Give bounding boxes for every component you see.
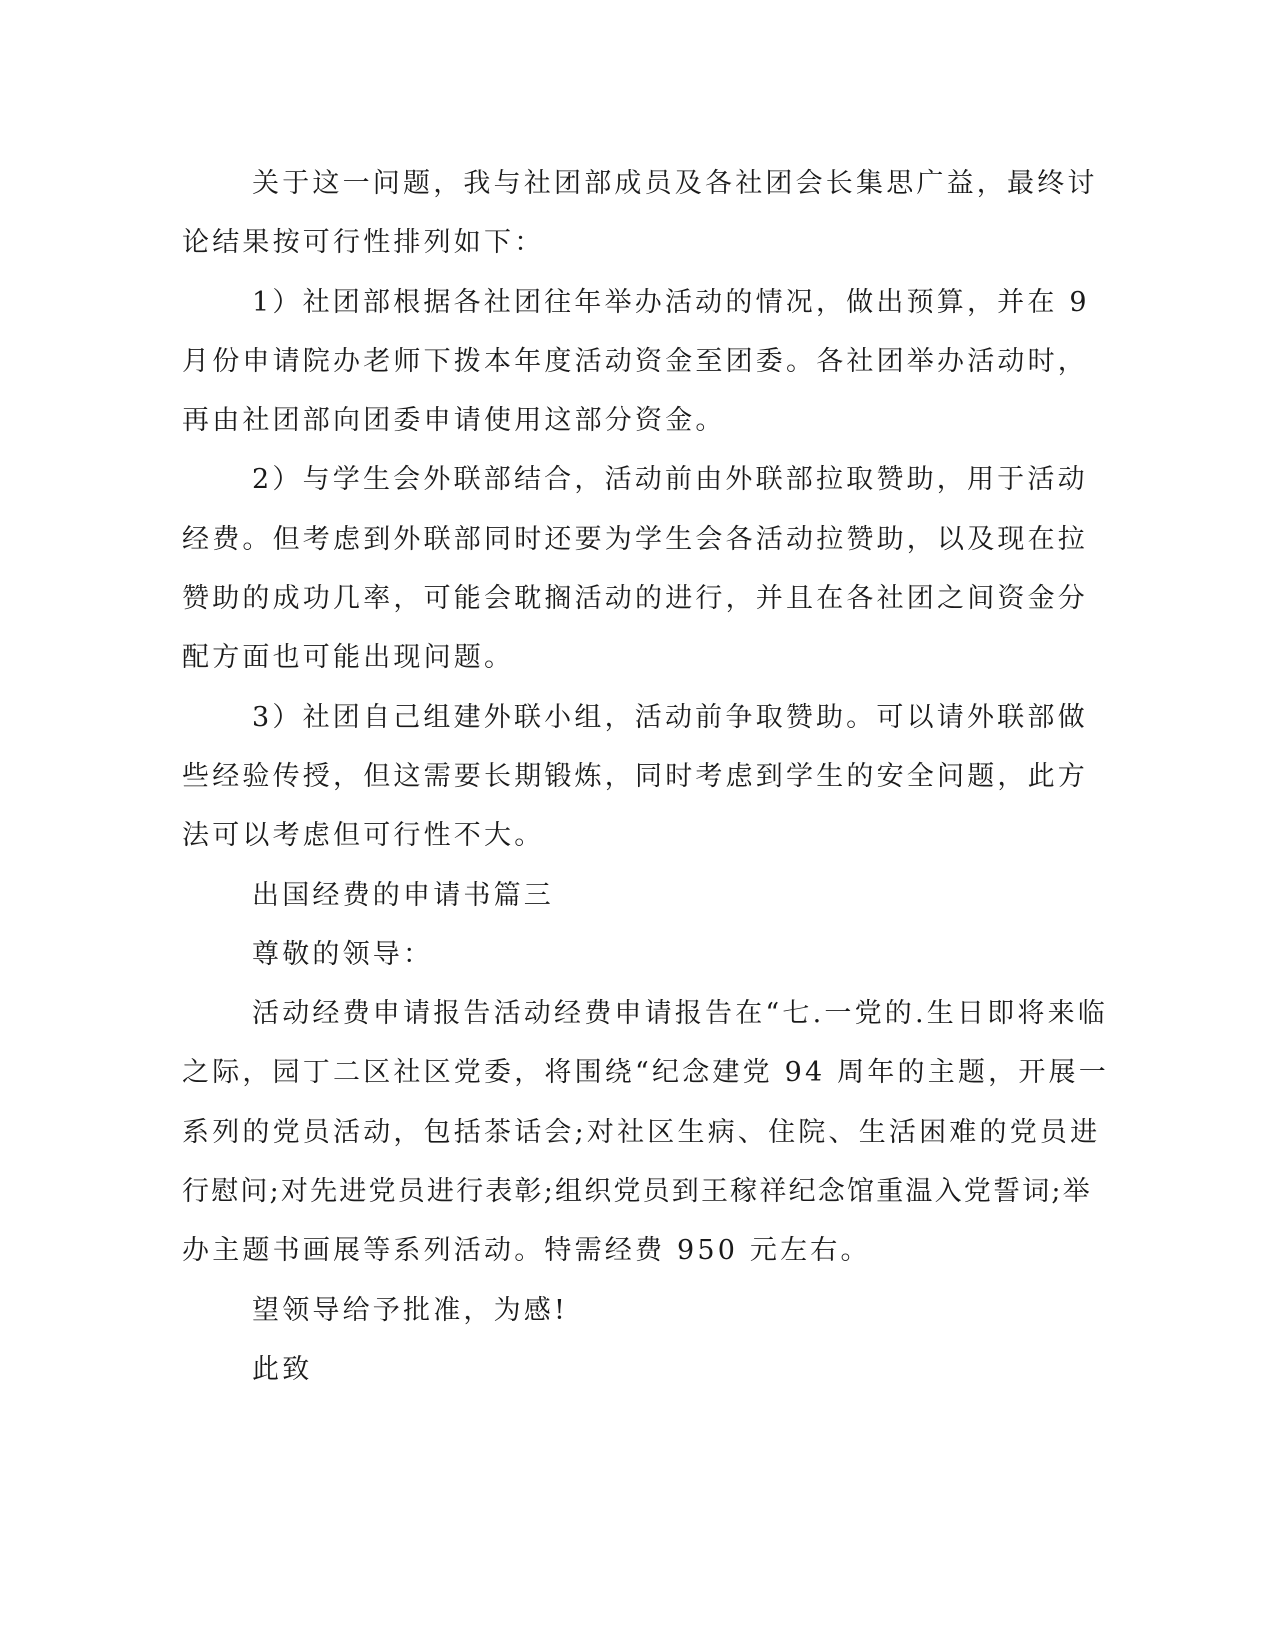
text-line: 行慰问;对先进党员进行表彰;组织党员到王稼祥纪念馆重温入党誓词;举 — [182, 1176, 1092, 1208]
closing-request: 望领导给予批准，为感! — [252, 1294, 569, 1326]
closing-word: 此致 — [252, 1353, 313, 1385]
text-line: 1）社团部根据各社团往年举办活动的情况，做出预算，并在 9 — [252, 286, 1090, 318]
text-line: 经费。但考虑到外联部同时还要为学生会各活动拉赞助，以及现在拉 — [182, 523, 1088, 555]
text-line: 法可以考虑但可行性不大。 — [182, 820, 545, 852]
text-line: 活动经费申请报告活动经费申请报告在“七.一党的.生日即将来临 — [252, 998, 1108, 1030]
text-line: 之际，园丁二区社区党委，将围绕“纪念建党 94 周年的主题，开展一 — [182, 1057, 1109, 1089]
salutation: 尊敬的领导： — [252, 938, 434, 970]
text-line: 月份申请院办老师下拨本年度活动资金至团委。各社团举办活动时， — [182, 345, 1088, 377]
section-heading: 出国经费的申请书篇三 — [252, 879, 554, 911]
text-line: 系列的党员活动，包括茶话会;对社区生病、住院、生活困难的党员进 — [182, 1116, 1101, 1148]
text-line: 办主题书画展等系列活动。特需经费 950 元左右。 — [182, 1235, 871, 1267]
text-line: 2）与学生会外联部结合，活动前由外联部拉取赞助，用于活动 — [252, 464, 1088, 496]
document-body — [182, 154, 1109, 1399]
text-line: 再由社团部向团委申请使用这部分资金。 — [182, 405, 726, 437]
text-line: 些经验传授，但这需要长期锻炼，同时考虑到学生的安全问题，此方 — [182, 760, 1088, 792]
text-line: 论结果按可行性排列如下： — [182, 227, 545, 259]
text-line: 3）社团自己组建外联小组，活动前争取赞助。可以请外联部做 — [252, 701, 1088, 733]
text-line: 配方面也可能出现问题。 — [182, 642, 515, 674]
text-line: 赞助的成功几率，可能会耽搁活动的进行，并且在各社团之间资金分 — [182, 583, 1088, 615]
text-line: 关于这一问题，我与社团部成员及各社团会长集思广益，最终讨 — [252, 168, 1098, 199]
